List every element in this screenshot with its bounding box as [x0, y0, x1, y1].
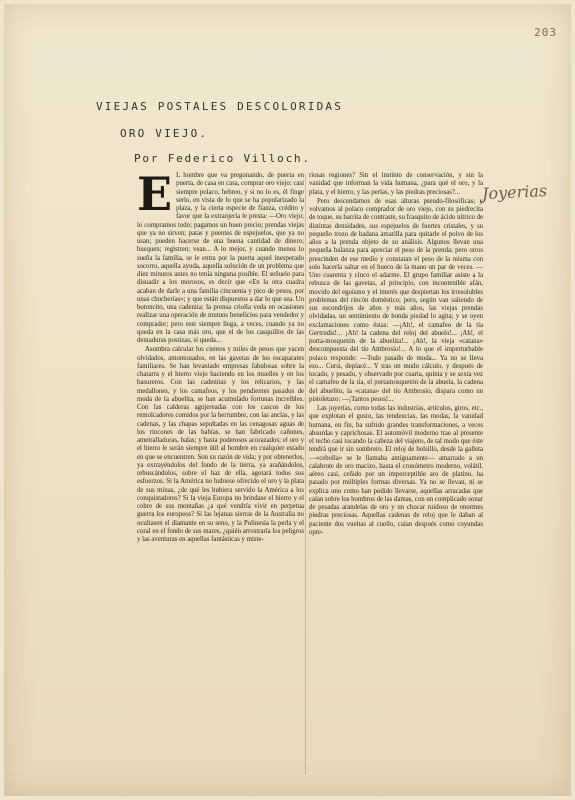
title-line-1: VIEJAS POSTALES DESCOLORIDAS [96, 100, 344, 113]
paragraph-1-text: L hombre que va pregonando, de puerta en puerta, de casa en casa, comprar oro viejo: casi siempre polaco, hebreo, y si no lo es, él finge serlo, en vista de lo que se ha popularizado la plaza, y la cierta especie de fianza, crédito y favor que la extranjería le presta: —Oro viejo; lo compramos todo; pagamos un buen precio; prendas viejas que ya no sirven; patas y puentes de espejuelos, que ya no usan; pueden hacerse de una buena cantidad de dinero; busquen; registren; vean... A lo mejor, y cuando menos lo sueña la familia, se le entra por la puerta aquel inesperado socorro, aquella ayuda, aquella solución de un problema que diez minutos antes no tenía ninguna posible. El señuelo para disuadir a los morosos, es decir que «En la otra cuadra acaban de darle a una familia cincuenta y pico de pesos, por unas chucherías»; y que están dispuestos a dar lo que sea. Un botoncito, una cadenita: la prensa criolla veda en ocasiones realizar una operación de mutuos beneficios para vendedor y comprador; pero este siempre llega, a veces, cuando ya no queda en la casa más oro, que el de los casquillos de las dentaduras postizas, si queda... [137, 172, 304, 344]
byline: Por Federico Villoch. [134, 152, 311, 165]
paragraph-5: Las joyerías, como todas las industrias, artículos, giros, etc., que explotan el gusto, las tendencias, las modas, la vanidad humana, en fin, ha sufrido grandes transformaciones, a veces absurdas y caprichosas. El automóvil moderno trae al presente el techo casi tocando la cabeza del viajero, de tal modo que éste tendrá que ir sin sombrero. El reloj de bolsillo, desde la galleta —«cebolla» se le llamaba antiguamente— amarrado a un calabrote de oro macizo, hasta el cronómetro moderno, volátil, aéreo casi, ceñido por un imperceptible aro de platino, ha pasado por múltiples formas diversas. Ya no se llevan, ni se explica uno como han podido llevarse, aquellas arracadas que caían sobre los hombros de las damas, con un complicado sonar de pesadas arandelas de oro y un chocar ruidoso de enormes piedras preciosas. Aquellas cadenas de reloj que le daban al paciente dos vueltas al cuello, caían después como coyundas opre- [309, 405, 483, 536]
paragraph-4: Pero descendamos de esas alturas pseudo-filosóficas; y volvamos al polaco comprador de oro viejo, con su piedrecita de toque, su barrita de contraste, su frasquito de ácido nítrico de distintas densidades, sus espejuelos de fuertes cristales, y su pequeño trozo de badana amarilla para quitarle el polvo de los años a la prenda objeto de su análisis. Algunos llevan una pequeña balanza para apreciar el peso de la prenda; pero otros prescinden de ese medio y constatan el peso de la misma con solo hacerla saltar en el hueco de la mano un par de veces. —Uno cuarenta y cinco el adarme. El grupo familiar asiste a la rebusca de las gavetas, al principio, con incontenible afán, movido del egoísmo y el interés que despiertan los irresolubles problemas del rincón doméstico; pero, según van saliendo de sus escondrijos de años y más años, las viejas prendas olvidadas, un sentimiento de honda piedad lo agita; y se oyen exclamaciones como éstas: —¡Ah!, el camafeo de la tía Gertrudis!... ¡Ah! la cadena del reloj del abuelo!... ¡Ah!, el porta-mosquetón de la abuelita!... ¡Ah!, la vieja «catana» descompuesta del tío Ambrosio!... A lo que el imperturbable polaco responde: —Todo pasado de moda... Ya no se lleva eso... Cursi, deplacé... Y tras un mudo cálculo, y después de tocado, y pesado, y observado por cuarta, quinta y se sexta vez el camafeo de la tía, el portamosquetón de la abuela, la cadena del abuelito, la «catana» del tío Ambrosio, dispara como un pistoletazo: —¡Tantos pesos!... [309, 197, 483, 403]
page-number: 203 [534, 26, 557, 39]
column-divider [305, 174, 306, 774]
paragraph-3: riosas regiones? Sin el instinto de conservación, y sin la vanidad que informan la vida humana, ¿para qué el oro, y la plata, y el hierro, y las perlas, y las piedras preciosas?... [309, 172, 483, 196]
newspaper-clipping [4, 4, 571, 796]
paragraph-1 [137, 172, 304, 345]
article-title [96, 100, 456, 140]
article-column-right [309, 172, 483, 772]
drop-cap: E [137, 172, 173, 221]
paragraph-2: Asombra calcular los cientos y miles de pesos que yacen olvidados, amontonados, en las gavetas de los escaparates familiares. Se han levantado empresas fabulosas sobre la chatarra y el hierro viejo haciendo en los muelles y en los basureros. Con las cadenitas y los relicarios, y las medallones, y los camafeos, y los pendientes pasados de moda de la abuelita, se han acumulado fortunas increíbles. Con las calderas agujereadas con los cascos de los remolcadores comidos por la herrumbre, con las anclas, y las cadenas, y las chapas sepultadas en las cenagosas aguas de los rincones de las bahías, se han fabricado cañones, ametralladoras, balas; y hasta poderosos acorazados; el oro y el hierro le serán siempre útil al hombre en cualquier estado en que se encuentren. Son su razón de vida; y por obtenerlos, ya extrayéndolos del fondo de la tierra, ya arañándolos, rebuscándolos, sobre el haz de ella, agotará todos sus esfuerzos. Si la América no hubiese ofrecido el oro y la plata de sus minas, ¿de qué les hubiera servido la América a los conquistadores? Si la vieja Europa no brindase el hierro y el cobre de sus montañas ¿a qué vendría vivir en perpetua guerra los europeos? Si las lejanas sierras de la Australia no ocultasen el diamante en su seno, y la Polinesia la perla y el coral en el fondo de sus mares, ¿quién arrostraría los peligros y las aventuras en aquellas fantásticas y miste- [137, 346, 304, 543]
article-column-left [137, 172, 304, 772]
handwritten-annotation: Joyerias [481, 180, 548, 204]
title-line-2: ORO VIEJO. [120, 127, 209, 140]
